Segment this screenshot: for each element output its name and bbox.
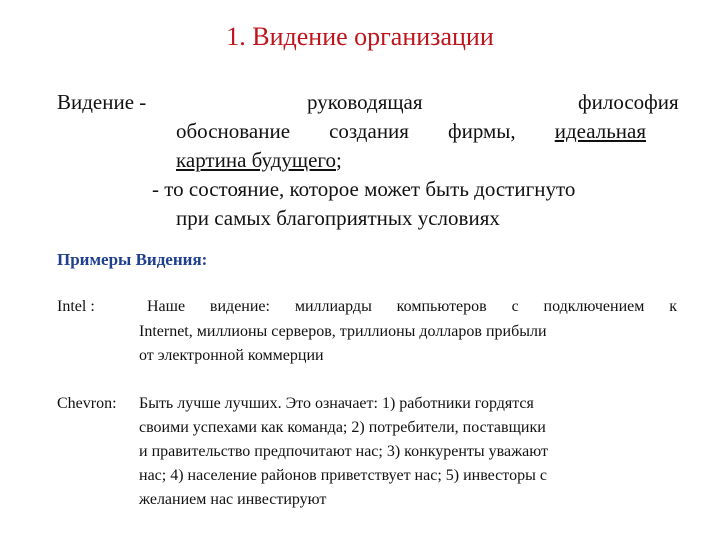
examples-heading: Примеры Видения: [57,250,208,269]
definition-line-2 [176,119,646,144]
definition-term: Видение - [57,90,147,114]
definition-line-5: при самых благоприятных условиях [176,206,500,230]
chevron-line-1: Быть лучше лучших. Это означает: 1) работники гордятся [139,395,534,412]
definition-line-3 [176,148,342,173]
intel-line-1: Наше видение: миллиарды компьютеров с подключением к [147,298,677,315]
chevron-line-2: своими успехами как команда; 2) потребители, поставщики [139,419,546,436]
chevron-label: Chevron: [57,395,117,412]
definition-word-philosophy: философия [578,90,679,114]
slide-title: 1. Видение организации [226,22,494,51]
chevron-line-3: и правительство предпочитают нас; 3) конкуренты уважают [139,443,548,460]
definition-word-guiding: руководящая [307,90,423,114]
intel-line-3: от электронной коммерции [139,347,324,364]
intel-label: Intel : [57,298,95,315]
definition-picture-underlined: картина будущего [176,148,336,172]
definition-line-4: - то состояние, которое может быть достигнуто [152,177,576,201]
intel-line-2: Internet, миллионы серверов, триллионы долларов прибыли [139,323,547,340]
definition-semicolon: ; [335,148,342,172]
chevron-line-5: желанием нас инвестируют [139,491,327,508]
chevron-line-4: нас; 4) население районов приветствует нас; 5) инвесторы с [139,467,547,484]
definition-line-2-text: обоснование создания фирмы, [176,119,516,143]
definition-ideal-underlined: идеальная [554,119,646,143]
